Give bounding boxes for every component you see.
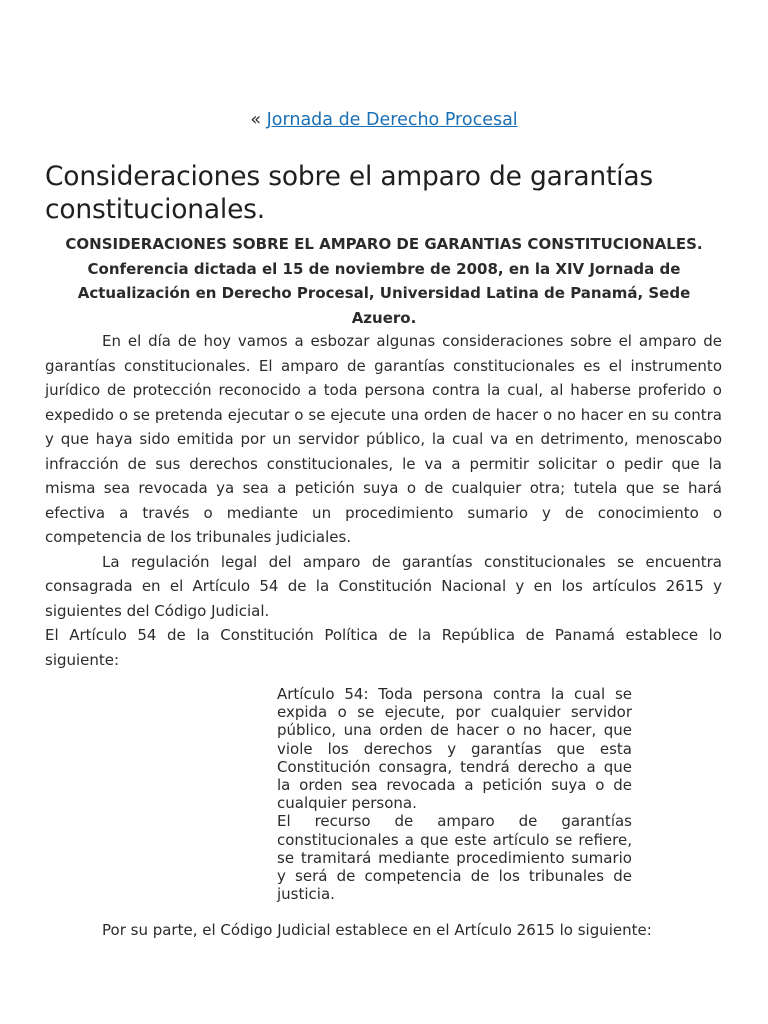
article-subtitle — [45, 232, 723, 330]
back-arrow-icon: « — [250, 110, 262, 130]
jornada-link[interactable]: Jornada de Derecho Procesal — [266, 110, 518, 130]
subtitle-conference-info: Conferencia dictada el 15 de noviembre de 2008, en la XIV Jornada de Actualización en Derecho Procesal, Universidad Latina de Panamá, Sede Azuero. — [77, 259, 691, 327]
body-paragraph-1: En el día de hoy vamos a esbozar algunas consideraciones sobre el amparo de garantías constitucionales. El amparo de garantías constitucionales es el instrumento jurídico de protección reconocido a toda persona contra la cual, al haberse proferido o expedido o se pretenda ejecutar o se ejecute una orden de hacer o no hacer en su contra y que haya sido emitida por un servidor público, la cual va en detrimento, menoscabo infracción de sus derechos constitucionales, le va a permitir solicitar o pedir que la misma sea revocada ya sea a petición suya o de cualquier otra; tutela que se hará efectiva a través o mediante un procedimiento sumario y de conocimiento o competencia de los tribunales judiciales. — [45, 332, 722, 546]
quote-paragraph-2: El recurso de amparo de garantías constitucionales a que este artículo se refiere, se tramitará mediante procedimiento sumario y será de competencia de los tribunales de justicia. — [277, 812, 632, 904]
subtitle-heading: CONSIDERACIONES SOBRE EL AMPARO DE GARANTIAS CONSTITUCIONALES. — [65, 235, 703, 253]
closing-paragraph: Por su parte, el Código Judicial establece en el Artículo 2615 lo siguiente: — [102, 921, 652, 939]
body-paragraph-3: El Artículo 54 de la Constitución Política de la República de Panamá establece lo siguiente: — [45, 626, 722, 669]
article-body — [45, 329, 722, 672]
article-54-quote — [277, 685, 632, 903]
body-paragraph-2: La regulación legal del amparo de garantías constitucionales se encuentra consagrada en el Artículo 54 de la Constitución Nacional y en los artículos 2615 y siguientes del Código Judicial. — [45, 552, 722, 620]
quote-paragraph-1: Artículo 54: Toda persona contra la cual se expida o se ejecute, por cualquier servidor público, una orden de hacer o no hacer, que viole los derechos y garantías que esta Constitución consagra, tendrá derecho a que la orden sea revocada a petición suya o de cualquier persona. — [277, 685, 632, 813]
page-title: Consideraciones sobre el amparo de garantías constitucionales. — [45, 161, 653, 225]
back-navigation — [0, 108, 768, 132]
